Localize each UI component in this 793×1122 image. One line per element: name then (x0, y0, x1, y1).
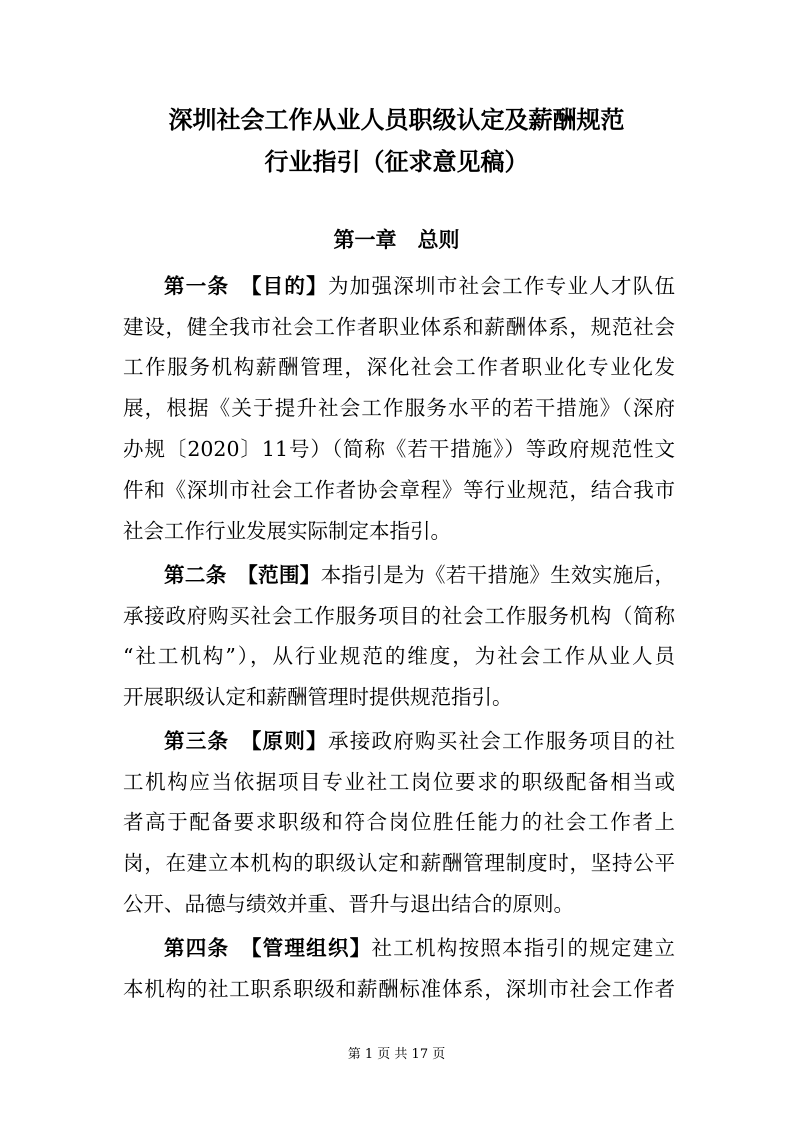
page-footer: 第 1 页 共 17 页 (347, 1047, 446, 1062)
article-3-line: 岗，在建立本机构的职级认定和薪酬管理制度时，坚持公平 (123, 851, 675, 875)
article-4-line: 本机构的社工职系职级和薪酬标准体系，深圳市社会工作者 (123, 977, 675, 1001)
article-4-first-line (164, 932, 675, 964)
article-3-topic: 【原则】 (251, 729, 328, 753)
article-3-line: 者高于配备要求职级和符合岗位胜任能力的社会工作者上 (123, 810, 675, 834)
article-1-line: 社会工作行业发展实际制定本指引。 (123, 519, 451, 543)
article-1-line: 件和《深圳市社会工作者协会章程》等行业规范，结合我市 (123, 478, 675, 502)
article-4-number: 第四条 (164, 936, 230, 960)
article-4-text: 社工机构按照本指引的规定建立 (371, 936, 675, 960)
article-1-number: 第一条 (164, 274, 230, 298)
article-1-text: 为加强深圳市社会工作专业人才队伍 (327, 274, 675, 298)
article-3-first-line (164, 725, 675, 757)
article-3-line: 公开、品德与绩效并重、晋升与退出结合的原则。 (123, 892, 574, 916)
article-2-line: 承接政府购买社会工作服务项目的社会工作服务机构（简称 (123, 604, 675, 628)
article-1-first-line (164, 270, 675, 302)
article-3-text: 承接政府购买社会工作服务项目的社 (327, 729, 675, 753)
article-3-number: 第三条 (164, 729, 230, 753)
article-2-number: 第二条 (164, 563, 227, 587)
article-1-line: 展，根据《关于提升社会工作服务水平的若干措施》（深府 (123, 396, 675, 420)
article-3-line: 工机构应当依据项目专业社工岗位要求的职级配备相当或 (123, 770, 675, 794)
article-2-line: “社工机构”），从行业规范的维度，为社会工作从业人员 (123, 644, 675, 668)
article-2-first-line (164, 559, 675, 591)
chapter-heading: 第一章 总则 (333, 228, 460, 252)
article-2-topic: 【范围】 (247, 563, 321, 587)
article-4-topic: 【管理组织】 (251, 936, 372, 960)
article-2-line: 开展职级认定和薪酬管理时提供规范指引。 (123, 685, 513, 709)
article-1-line: 办规〔2020〕11号）（简称《若干措施》）等政府规范性文 (123, 437, 675, 461)
article-2-text: 本指引是为《若干措施》生效实施后， (320, 563, 675, 587)
document-title-line-1: 深圳社会工作从业人员职级认定及薪酬规范 (168, 106, 625, 134)
article-1-line: 工作服务机构薪酬管理，深化社会工作者职业化专业化发 (123, 355, 675, 379)
document-title-line-2: 行业指引（征求意见稿） (264, 148, 529, 176)
article-1-topic: 【目的】 (251, 274, 328, 298)
article-1-line: 建设，健全我市社会工作者职业体系和薪酬体系，规范社会 (123, 315, 675, 339)
